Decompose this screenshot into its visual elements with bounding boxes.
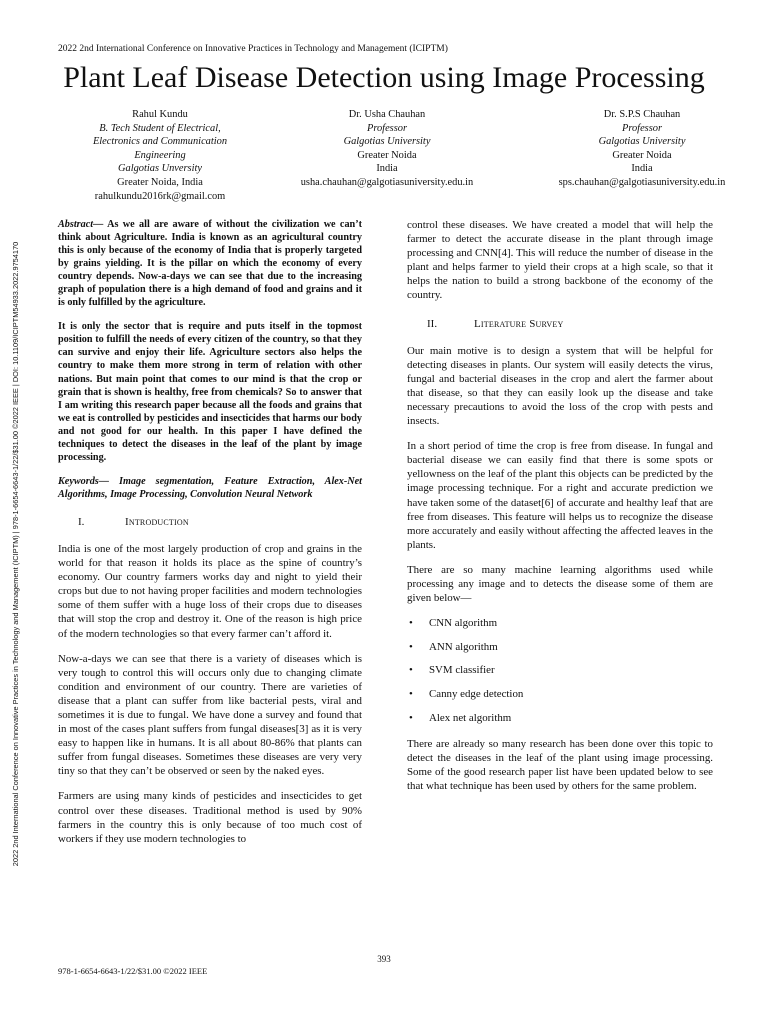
author-line: Greater Noida bbox=[357, 149, 417, 161]
author-usha-chauhan bbox=[285, 108, 489, 190]
author-line: sps.chauhan@galgotiasuniversity.edu.in bbox=[558, 176, 726, 188]
author-line: B. Tech Student of Electrical, bbox=[99, 122, 221, 134]
author-line: Galgotias University bbox=[343, 136, 431, 148]
intro-paragraph: Now-a-days we can see that there is a variety of diseases which is very tough to control this will occurs only due to changing climate condition and environment of our country. There are varieties of disease that a plant can suffer from like bacterial pests, viral and sometimes it is due to fungal. We have done a survey and found that in most of the cases plant suffers from fungal diseases[3] as it is very easy to happen like in humans. It is all about 80-86% that plants can suffer from fungal diseases. Sometimes these diseases are very very tiny so that they can’t be observed or seen by the naked eyes. bbox=[58, 652, 362, 778]
section-heading-introduction bbox=[58, 515, 362, 529]
section-heading-literature-survey bbox=[407, 317, 713, 331]
page-number: 393 bbox=[377, 954, 391, 964]
author-line: rahulkundu2016rk@gmail.com bbox=[94, 190, 226, 202]
abstract-paragraph-2: It is only the sector that is require and puts itself in the topmost position to fulfill the needs of every citizen of the country, so that they can survive and enjoy their life. Agriculture sectors also helps the country to make them more strong in term of relation with other nations. But main point that comes to our mind is that the crop or grain that is shown is healthy, free from chemicals? So to answer that I am writing this research paper because all the foods and grains that we eat is controlled by pesticides and insecticides that harms our body and not good for our health. In this paper I have defined the techniques to detect the diseases in the leaf of the plant by image processing. bbox=[58, 321, 362, 463]
author-line: Galgotias Unversity bbox=[118, 163, 202, 175]
list-item-text: Canny edge detection bbox=[429, 687, 524, 700]
bullet-icon: • bbox=[409, 711, 413, 724]
intro-paragraph: Farmers are using many kinds of pesticides and insecticides to get control over these diseases. Traditional method is used by 90% farmers in the country this is only because of too much cost of workers if they use modern technologies to bbox=[58, 790, 362, 845]
author-line: Greater Noida, India bbox=[117, 176, 203, 188]
author-line: Professor bbox=[366, 122, 408, 134]
list-item bbox=[407, 663, 713, 677]
bullet-icon: • bbox=[409, 664, 413, 677]
list-item bbox=[407, 711, 713, 725]
doi-sidebar bbox=[9, 150, 23, 958]
author-line: usha.chauhan@galgotiasuniversity.edu.in bbox=[300, 176, 474, 188]
doi-sidebar-text: 2022 2nd International Conference on Innovative Practices in Technology and Management (ICIPTM) | 978-1-6654-6643-1/22/$31.00 ©2022 IEEE | DOI: 10.1109/ICIPTM54933.2022.9754170 bbox=[11, 241, 20, 867]
author-sps-chauhan bbox=[537, 108, 747, 190]
section-title: Literature Survey bbox=[474, 317, 564, 330]
bullet-icon: • bbox=[409, 640, 413, 653]
list-item bbox=[407, 640, 713, 654]
abstract-paragraph-1 bbox=[58, 218, 362, 309]
author-line: India bbox=[376, 163, 398, 175]
author-line: Engineering bbox=[134, 149, 186, 161]
list-item-text: CNN algorithm bbox=[429, 617, 498, 630]
author-line: Dr. S.P.S Chauhan bbox=[603, 109, 681, 120]
list-item bbox=[407, 687, 713, 701]
author-line: Galgotias University bbox=[598, 136, 686, 148]
section-number: I. bbox=[78, 515, 85, 528]
conference-header: 2022 2nd International Conference on Innovative Practices in Technology and Management (ICIPTM) bbox=[58, 44, 448, 54]
survey-closing-paragraph: There are already so many research has been done over this topic to detect the diseases in the leaf of the plant using image processing. Some of the good research paper list have been updated below to see that what technique has been used by others for the same problem. bbox=[407, 737, 713, 792]
author-line: Electronics and Communication bbox=[92, 136, 228, 148]
survey-paragraph: Our main motive is to design a system that will be helpful for detecting diseases in plants. Our system will easily detects the virus, fungal and bacterial diseases in the crop and alert the farmer about that disease, so that they can easily look up the disease and take necessary precautions to avoid the loss of the crop with pests and insects. bbox=[407, 344, 713, 428]
bullet-icon: • bbox=[409, 687, 413, 700]
bullet-icon: • bbox=[409, 617, 413, 630]
paper-title: Plant Leaf Disease Detection using Image Processing bbox=[63, 61, 705, 94]
right-column bbox=[407, 218, 713, 804]
author-line: Dr. Usha Chauhan bbox=[348, 109, 426, 120]
list-item bbox=[407, 616, 713, 630]
abstract-label: Abstract— bbox=[58, 219, 104, 230]
author-line: Professor bbox=[621, 122, 663, 134]
author-line: Greater Noida bbox=[612, 149, 672, 161]
abstract-text-1: As we all are aware of without the civilization we can’t think about Agriculture. India is known as an agricultural country this is only because of the economy of India that is properly targeted by grains yielding. It is the pillar on which the economy of every country depends. Now-a-days we can see that due to the increasing graph of population there is a high demand of food and grains and it is only fulfilled by the agriculture. bbox=[58, 219, 363, 309]
section-number: II. bbox=[427, 317, 438, 330]
list-item-text: Alex net algorithm bbox=[429, 711, 512, 724]
intro-paragraph: India is one of the most largely production of crop and grains in the world for that reason it holds its place as the spine of country’s economy. Our country farmers works day and night to yield their crops but due to not having proper facilities and modern technologies some of them suffer with a huge loss of their crops due to diseases that will stop the crop and destroy it. One of the reason is high price of the modern technologies so that every farmer can’t afford it. bbox=[58, 542, 362, 640]
keywords-text: Image segmentation, Feature Extraction, Alex-Net Algorithms, Image Processing, Convolution Neural Network bbox=[58, 475, 363, 500]
survey-paragraph: There are so many machine learning algorithms used while processing any image and to detects the disease some of them are given below— bbox=[407, 563, 713, 605]
algorithm-list bbox=[407, 616, 713, 724]
author-line: India bbox=[631, 163, 653, 175]
left-column bbox=[58, 218, 362, 857]
keywords bbox=[58, 475, 362, 501]
keywords-label: Keywords— bbox=[58, 475, 109, 487]
list-item-text: SVM classifier bbox=[429, 664, 495, 677]
author-rahul-kundu bbox=[58, 108, 262, 203]
list-item-text: ANN algorithm bbox=[429, 640, 498, 653]
footer-copyright: 978-1-6654-6643-1/22/$31.00 ©2022 IEEE bbox=[58, 966, 208, 976]
survey-paragraph: In a short period of time the crop is free from disease. In fungal and bacterial disease we can easily find that there is some spots or yellowness on the leaf of the plant this objects can be predicted by the image processing technique. For a right and accurate prediction we have taken some of the dataset[6] of accurate and healthy leaf that are free from diseases. This feature will helps us to recognize the disease more accurately and easily without affecting the affected leaves in the plants. bbox=[407, 440, 713, 551]
intro-continuation: control these diseases. We have created a model that will help the farmer to detect the accurate disease in the plant through image processing and CNN[4]. This will reduce the number of disease in the plant and helps farmer to yield their crops at a high scale, so that it helps the nation to build a strong backbone of the economy of the country. bbox=[407, 219, 713, 302]
section-title: Introduction bbox=[125, 515, 189, 528]
author-line: Rahul Kundu bbox=[132, 109, 188, 120]
